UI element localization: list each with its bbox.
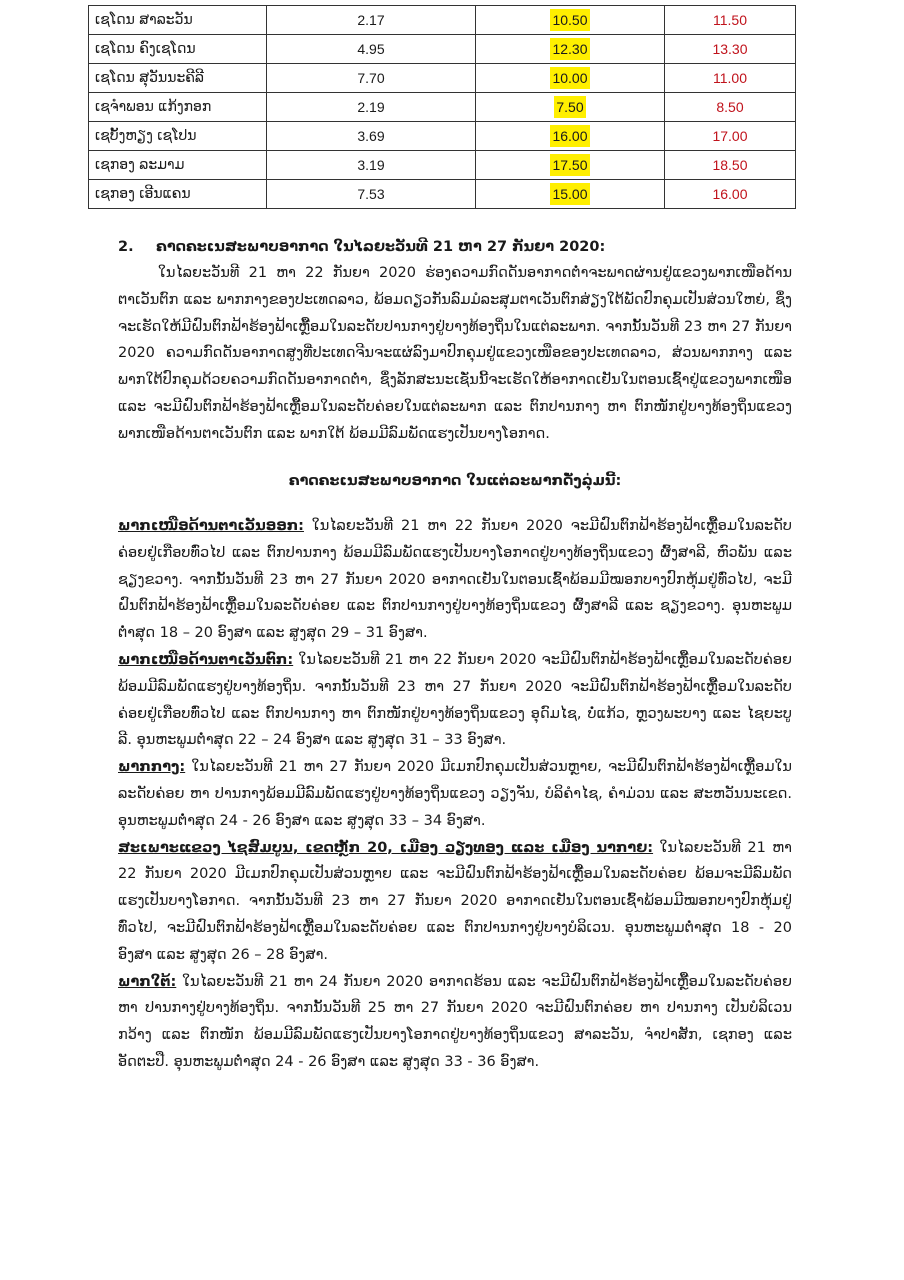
warning-level-cell — [476, 93, 665, 122]
table-row — [89, 93, 796, 122]
station-name: ເຊກອງ ເອີນແຄນ — [89, 180, 267, 209]
current-level: 2.17 — [267, 6, 476, 35]
region-forecast — [118, 835, 792, 969]
current-level: 3.69 — [267, 122, 476, 151]
danger-level: 8.50 — [665, 93, 796, 122]
warning-level: 16.00 — [550, 125, 589, 147]
table-row — [89, 35, 796, 64]
warning-level-cell — [476, 151, 665, 180]
danger-level: 16.00 — [665, 180, 796, 209]
warning-level-cell — [476, 64, 665, 93]
section-heading — [118, 234, 792, 261]
region-label: ສະເພາະແຂວງ ໄຊສົມບູນ, ເຂດຫຼັກ 20, ເມືອງ ວຽງທອງ ແລະ ເມືອງ ນາກາຍ: — [118, 839, 654, 856]
warning-level-cell — [476, 35, 665, 64]
warning-level-cell — [476, 122, 665, 151]
warning-level: 15.00 — [550, 183, 589, 205]
river-level-table — [88, 5, 796, 209]
region-forecast — [118, 513, 792, 647]
region-forecast — [118, 754, 792, 834]
section-number: 2. — [118, 239, 134, 255]
current-level: 7.53 — [267, 180, 476, 209]
danger-level: 18.50 — [665, 151, 796, 180]
regional-subheading: ຄາດຄະເນສະພາບອາກາດ ໃນແຕ່ລະພາກດັ່ງລຸ່ມນີ້: — [288, 473, 622, 489]
table-row — [89, 151, 796, 180]
station-name: ເຊບັ້ງຫຽງ ເຊໂປນ — [89, 122, 267, 151]
current-level: 4.95 — [267, 35, 476, 64]
region-text: ໃນໄລຍະວັນທີ 21 ຫາ 27 ກັນຍາ 2020 ມີເມກປົກຄຸມເປັນສ່ວນຫຼາຍ, ຈະມີຝົນຕົກຟ້າຮ້ອງຟ້າເຫຼື້ອມໃນລະດັບຄ່ອຍ ຫາ ປານກາງພ້ອມມີລົມພັດແຮງຢູ່ບາງທ້ອງຖິ່ນແຂວງ ວຽງຈັນ, ບໍລິຄຳໄຊ, ຄຳມ່ວນ ແລະ ສະຫວັນນະເຂດ. ອຸນຫະພູມຕ່ຳສຸດ 24 - 26 ອົງສາ ແລະ ສູງສຸດ 33 – 34 ອົງສາ. — [118, 759, 792, 829]
danger-level: 17.00 — [665, 122, 796, 151]
table-row — [89, 64, 796, 93]
warning-level-cell — [476, 6, 665, 35]
section-title: ຄາດຄະເນສະພາບອາກາດ ໃນໄລຍະວັນທີ 21 ຫາ 27 ກັນຍາ 2020: — [156, 239, 606, 255]
station-name: ເຊໂດນ ສຸວັນນະຄີລີ — [89, 64, 267, 93]
danger-level: 13.30 — [665, 35, 796, 64]
region-forecast — [118, 969, 792, 1076]
station-name: ເຊກອງ ລະມາມ — [89, 151, 267, 180]
current-level: 2.19 — [267, 93, 476, 122]
region-text: ໃນໄລຍະວັນທີ 21 ຫາ 22 ກັນຍາ 2020 ຈະມີຝົນຕົກຟ້າຮ້ອງຟ້າເຫຼື້ອມໃນລະດັບຄ່ອຍພ້ອມມີລົມພັດແຮງຢູ່ບາງທ້ອງຖິ່ນ. ຈາກນັ້ນວັນທີ 23 ຫາ 27 ກັນຍາ 2020 ຈະມີຝົນຕົກຟ້າຮ້ອງຟ້າເຫຼື້ອມໃນລະດັບຄ່ອຍຢູ່ເກືອບທົ່ວໄປ ແລະ ຕົກປານກາງ ຫາ ຕົກໜັກຢູ່ບາງທ້ອງຖິ່ນແຂວງ ອຸດົມໄຊ, ບໍ່ແກ້ວ, ຫຼວງພະບາງ ແລະ ໄຊຍະບູລີ. ອຸນຫະພູມຕ່ຳສຸດ 22 – 24 ອົງສາ ແລະ ສູງສຸດ 31 – 33 ອົງສາ. — [118, 651, 792, 749]
region-forecast — [118, 647, 792, 754]
region-label: ພາກເໜືອດ້ານຕາເວັນອອກ: — [118, 518, 304, 534]
region-label: ພາກກາງ: — [118, 759, 186, 776]
warning-level: 10.50 — [550, 9, 589, 31]
warning-level-cell — [476, 180, 665, 209]
station-name: ເຊໂດນ ສາລະວັນ — [89, 6, 267, 35]
region-label: ພາກໃຕ້: — [118, 973, 177, 990]
station-name: ເຊຈຳພອນ ແກ້ງກອກ — [89, 93, 267, 122]
warning-level: 17.50 — [550, 154, 589, 176]
danger-level: 11.50 — [665, 6, 796, 35]
current-level: 7.70 — [267, 64, 476, 93]
region-text: ໃນໄລຍະວັນທີ 21 ຫາ 22 ກັນຍາ 2020 ມີເມກປົກຄຸມເປັນສ່ວນຫຼາຍ ແລະ ຈະມີຝົນຕົກຟ້າຮ້ອງຟ້າເຫຼື້ອມໃນລະດັບຄ່ອຍ ພ້ອມຈະມີລົມພັດແຮງເປັນບາງໂອກາດ. ຈາກນັ້ນວັນທີ 23 ຫາ 27 ກັນຍາ 2020 ອາກາດເຢັນໃນຕອນເຊົ້າພ້ອມມີໝອກບາງປົກຫຸ້ມຢູ່ທົ່ວໄປ, ຈະມີຝົນຕົກຟ້າຮ້ອງຟ້າເຫຼື້ອມໃນລະດັບຄ່ອຍ ແລະ ຕົກປານກາງຢູ່ບາງບໍລິເວນ. ອຸນຫະພູມຕ່ຳສຸດ 18 - 20 ອົງສາ ແລະ ສູງສຸດ 26 – 28 ອົງສາ. — [118, 839, 792, 963]
danger-level: 11.00 — [665, 64, 796, 93]
forecast-paragraph: ໃນໄລຍະວັນທີ 21 ຫາ 22 ກັນຍາ 2020 ຮ່ອງຄວາມກົດດັນອາກາດຕ່ຳຈະພາດຜ່ານຢູ່ແຂວງພາກເໜືອດ້ານຕາເວັນຕົກ ແລະ ພາກກາງຂອງປະເທດລາວ, ພ້ອມດຽວກັນລົມມໍລະສຸມຕາເວັນຕົກສ່ຽງໃຕ້ພັດປົກຄຸມເປັນສ່ວນໃຫຍ່, ຊຶ່ງຈະເຮັດໃຫ້ມີຝົນຕົກຟ້າຮ້ອງຟ້າເຫຼື້ອມໃນລະດັບປານກາງຢູ່ບາງທ້ອງຖິ່ນໃນແຕ່ລະພາກ. ຈາກນັ້ນວັນທີ 23 ຫາ 27 ກັນຍາ 2020 ຄວາມກົດດັນອາກາດສູງທີ່ປະເທດຈີນຈະແຜ່ລົງມາປົກຄຸມຢູ່ແຂວງເໜືອຂອງປະເທດລາວ, ສ່ວນພາກກາງ ແລະ ພາກໃຕ້ປົກຄຸມດ້ວຍຄວາມກົດດັນອາກາດຕ່ຳ, ຊຶ່ງລັກສະນະເຊັ່ນນີ້ຈະເຮັດໃຫ້ອາກາດເຢັນໃນຕອນເຊົ້າຢູ່ແຂວງພາກເໜືອ ແລະ ຈະມີຝົນຕົກຟ້າຮ້ອງຟ້າເຫຼື້ອມໃນລະດັບຄ່ອຍໃນແຕ່ລະພາກ ແລະ ຕົກປານກາງ ຫາ ຕົກໜັກຢູ່ບາງທ້ອງຖິ່ນແຂວງພາກເໜືອດ້ານຕາເວັນຕົກ ແລະ ພາກໃຕ້ ພ້ອມມີລົມພັດແຮງເປັນບາງໂອກາດ. — [118, 265, 792, 442]
regional-forecasts — [118, 513, 792, 1076]
region-text: ໃນໄລຍະວັນທີ 21 ຫາ 24 ກັນຍາ 2020 ອາກາດຮ້ອນ ແລະ ຈະມີຝົນຕົກຟ້າຮ້ອງຟ້າເຫຼື້ອມໃນລະດັບຄ່ອຍ ຫາ ປານກາງຢູ່ບາງທ້ອງຖິ່ນ. ຈາກນັ້ນວັນທີ 25 ຫາ 27 ກັນຍາ 2020 ຈະມີຝົນຕົກຄ່ອຍ ຫາ ປານກາງ ເປັນບໍລິເວນກວ້າງ ແລະ ຕົກໜັກ ພ້ອມມີລົມພັດແຮງເປັນບາງໂອກາດຢູ່ບາງທ້ອງຖິ່ນແຂວງ ສາລະວັນ, ຈຳປາສັກ, ເຊກອງ ແລະ ອັດຕະປື. ອຸນຫະພູມຕ່ຳສຸດ 24 - 26 ອົງສາ ແລະ ສູງສຸດ 33 - 36 ອົງສາ. — [118, 973, 792, 1070]
current-level: 3.19 — [267, 151, 476, 180]
warning-level: 10.00 — [550, 67, 589, 89]
table-row — [89, 6, 796, 35]
station-name: ເຊໂດນ ຄົງເຊໂດນ — [89, 35, 267, 64]
table-row — [89, 122, 796, 151]
region-text: ໃນໄລຍະວັນທີ 21 ຫາ 22 ກັນຍາ 2020 ຈະມີຝົນຕົກຟ້າຮ້ອງຟ້າເຫຼື້ອມໃນລະດັບຄ່ອຍຢູ່ເກືອບທົ່ວໄປ ແລະ ຕົກປານກາງ ພ້ອມມີລົມພັດແຮງເປັນບາງໂອກາດຢູ່ບາງທ້ອງຖິ່ນແຂວງ ຜົ້ງສາລີ, ຫົວພັນ ແລະ ຊຽງຂວາງ. ຈາກນັ້ນວັນທີ 23 ຫາ 27 ກັນຍາ 2020 ອາກາດເຢັນໃນຕອນເຊົ້າພ້ອມມີໝອກບາງປົກຫຸ້ມຢູ່ທົ່ວໄປ, ຈະມີຝົນຕົກຟ້າຮ້ອງຟ້າເຫຼື້ອມໃນລະດັບຄ່ອຍ ແລະ ຕົກປານກາງຢູ່ບາງທ້ອງຖິ່ນແຂວງ ຜົ້ງສາລີ ແລະ ຊຽງຂວາງ. ອຸນຫະພູມຕ່ຳສຸດ 18 – 20 ອົງສາ ແລະ ສູງສຸດ 29 – 31 ອົງສາ. — [118, 518, 792, 642]
region-label: ພາກເໜືອດ້ານຕາເວັນຕົກ: — [118, 651, 294, 668]
warning-level: 7.50 — [554, 96, 585, 118]
warning-level: 12.30 — [550, 38, 589, 60]
table-row — [89, 180, 796, 209]
